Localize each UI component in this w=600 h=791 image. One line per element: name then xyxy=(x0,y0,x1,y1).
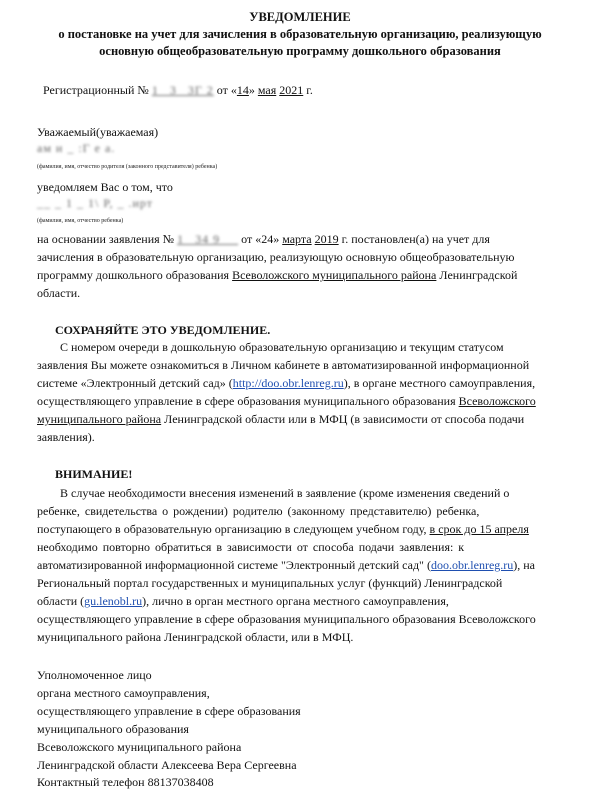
attention-title: ВНИМАНИЕ! xyxy=(55,467,133,481)
registration-mid: » xyxy=(248,83,258,97)
save-notice-line-6: заявления). xyxy=(37,430,95,444)
save-notice-line-5 xyxy=(37,412,524,426)
attention-line-5 xyxy=(37,558,535,572)
basis-line-3 xyxy=(37,268,517,282)
basis-year: 2019 xyxy=(314,232,339,246)
signature-line-2: органа местного самоуправления, xyxy=(37,686,210,700)
save-notice-line-3a: системе «Электронный детский сад» ( xyxy=(37,376,233,390)
child-name-redacted: __ _ 1 _ 1\ Р, _ .ирт xyxy=(37,196,154,210)
save-notice-line-3 xyxy=(37,376,535,390)
child-name xyxy=(37,196,153,210)
registration-from: от « xyxy=(216,83,237,97)
signature-line-5: Всеволожского муниципального района xyxy=(37,740,242,754)
attention-line-4: необходимо повторно обратиться в зависимости от способа подачи заявления: к xyxy=(37,540,465,554)
registration-day: 14 xyxy=(236,83,249,97)
basis-line-1 xyxy=(37,232,490,246)
registration-month: мая xyxy=(257,83,277,97)
registration-year: 2021 xyxy=(279,83,304,97)
attention-line-7 xyxy=(37,594,449,608)
doo-link-2[interactable]: doo.obr.lenreg.ru xyxy=(430,558,514,572)
basis-line-3a: программу дошкольного образования xyxy=(37,268,233,282)
attention-line-6: Региональный портал государственных и муниципальных услуг (функций) Ленинградской xyxy=(37,576,503,590)
gu-link[interactable]: gu.lenobl.ru xyxy=(84,594,143,608)
parent-caption: (фамилия, имя, отчество родителя (законного представителя) ребенка) xyxy=(37,164,218,170)
basis-line-4: области. xyxy=(37,286,81,300)
save-notice-district-b: муниципального района xyxy=(37,412,162,426)
parent-name xyxy=(37,141,115,155)
basis-month: марта xyxy=(282,232,312,246)
attention-line-5b: ), на xyxy=(513,558,536,572)
attention-deadline: в срок до 15 апреля xyxy=(429,522,529,536)
basis-number-redacted: 1_ 34 9_ _ xyxy=(177,232,239,246)
attention-line-7a: области ( xyxy=(37,594,85,608)
document-title: УВЕДОМЛЕНИЕ xyxy=(249,10,351,24)
save-notice-line-2: заявления Вы можете ознакомиться в Личном кабинете в автоматизированной информационной xyxy=(37,358,530,372)
greeting: Уважаемый(уважаемая) xyxy=(37,125,159,139)
basis-rest: г. постановлен(а) на учет для xyxy=(338,232,490,246)
save-notice-district-a: Всеволожского xyxy=(458,394,536,408)
registration-line xyxy=(43,83,313,97)
signature-line-6: Ленинградской области Алексеева Вера Сергеевна xyxy=(37,758,297,772)
attention-line-3 xyxy=(37,522,529,536)
basis-line-3b: Ленинградской xyxy=(436,268,518,282)
save-notice-line-4 xyxy=(37,394,536,408)
doo-link-1[interactable]: http://doo.obr.lenreg.ru xyxy=(232,376,344,390)
attention-line-5a: автоматизированной информационной системе "Электронный детский сад" ( xyxy=(37,558,431,572)
contact-phone: Контактный телефон 88137038408 xyxy=(37,775,214,789)
attention-line-3a: поступающего в образовательную организацию в следующем учебном году, xyxy=(37,522,430,536)
attention-line-9: муниципального района Ленинградской области, или в МФЦ. xyxy=(37,630,354,644)
notify-text: уведомляем Вас о том, что xyxy=(37,180,173,194)
save-notice-line-4a: осуществляющего управление в сфере образования муниципального образования xyxy=(37,394,459,408)
attention-line-7b: ), лично в орган местного органа местного самоуправления, xyxy=(142,594,449,608)
registration-label: Регистрационный № xyxy=(43,83,149,97)
attention-line-8: осуществляющего управление в сфере образования муниципального образования Всеволожского xyxy=(37,612,536,626)
signature-line-3: осуществляющего управление в сфере образования xyxy=(37,704,301,718)
save-notice-line-5b: Ленинградской области или в МФЦ (в зависимости от способа подачи xyxy=(161,412,525,426)
child-caption: (фамилия, имя, отчество ребенка) xyxy=(37,218,124,224)
header-line-3: основную общеобразовательную программу дошкольного образования xyxy=(99,44,501,58)
basis-from: от «24» xyxy=(238,232,283,246)
basis-line-2: зачисления в образовательную организацию, реализующую основную общеобразовательную xyxy=(37,250,515,264)
parent-name-redacted: ам и _ :Г е а. xyxy=(37,141,116,155)
signature-line-4: муниципального образования xyxy=(37,722,189,736)
attention-line-2: ребенке, свидетельства о рождении) родителю (законному представителю) ребенка, xyxy=(37,504,480,518)
save-notice-line-3b: ), в органе местного самоуправления, xyxy=(343,376,536,390)
save-notice-title: СОХРАНЯЙТЕ ЭТО УВЕДОМЛЕНИЕ. xyxy=(55,323,271,337)
basis-prefix: на основании заявления № xyxy=(37,232,175,246)
signature-line-1: Уполномоченное лицо xyxy=(37,668,152,682)
save-notice-line-1: С номером очереди в дошкольную образовательную организацию и текущим статусом xyxy=(60,340,504,354)
registration-suffix: г. xyxy=(303,83,313,97)
attention-line-1: В случае необходимости внесения изменений в заявление (кроме изменения сведений о xyxy=(60,486,510,500)
header-line-2: о постановке на учет для зачисления в образовательную организацию, реализующую xyxy=(58,27,542,41)
basis-district: Всеволожского муниципального района xyxy=(232,268,437,282)
registration-number-redacted: 1_ 3_ 3Г 2 xyxy=(151,83,214,97)
